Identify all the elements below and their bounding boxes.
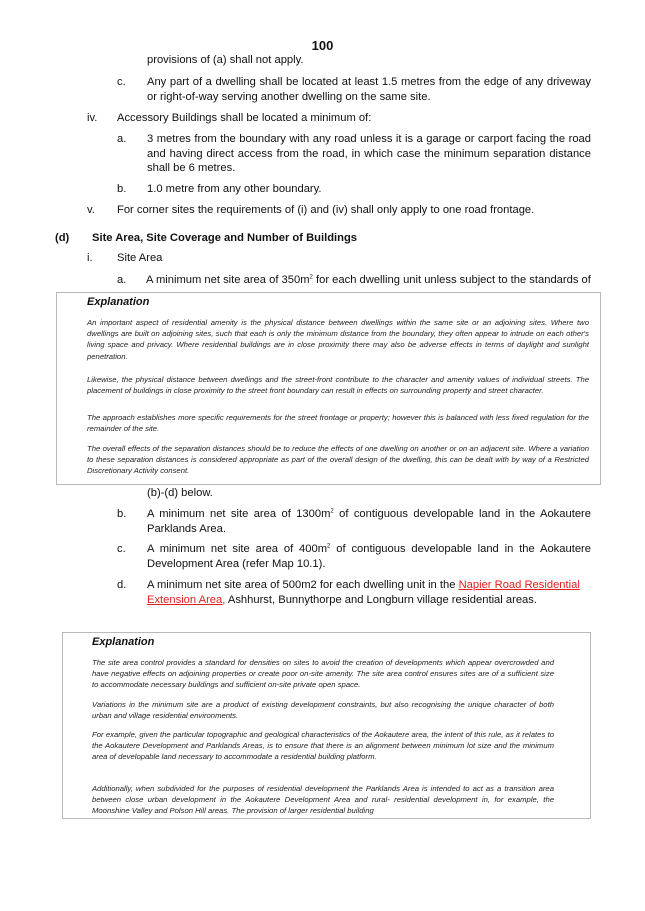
section-d-a-text: A minimum net site area of $350m^2$ for each dwelling unit unless subject to the standards of — [146, 274, 591, 286]
explanation-paragraph: The overall effects of the separation distances should be to reduce the effects of one dwelling on another or on an adjacent site. Where a variation to these separation distances is considered appropriate as part of the overall design of the dwelling, this can be dealt with by way of a Restricted Discretionary Activity consent. — [87, 444, 589, 476]
item-iv-text: Accessory Buildings shall be located a minimum of: — [117, 112, 372, 124]
page-number: 100 — [311, 38, 334, 53]
section-d-i-text: Site Area — [117, 252, 163, 264]
section-d-d-marker: d. — [117, 579, 127, 591]
section-d-i-marker: i. — [87, 252, 93, 264]
explanation-paragraph: Variations in the minimum site are a product of existing development constraints, but also recognising the unique character of both urban and village residential environments. — [92, 700, 554, 721]
explanation-paragraph: The approach establishes more specific requirements for the street frontage or property; however this is balanced with less fixed regulation for the remainder of the site. — [87, 413, 589, 434]
item-iv-b-marker: b. — [117, 183, 127, 195]
item-c-marker: c. — [117, 76, 126, 88]
item-iv-b-text: 1.0 metre from any other boundary. — [147, 183, 322, 195]
section-d-c-text: A minimum net site area of $400m^2$ of contiguous developable land in the Aokautere Development Area (refer Map 10.1). — [147, 543, 591, 570]
item-v-text: For corner sites the requirements of (i) and (iv) shall only apply to one road frontage. — [117, 204, 535, 216]
section-d-d-text: A minimum net site area of 500m2 for each dwelling unit in the Napier Road Residential Extension Area, Ashhurst, Bunnythorpe and Longburn village residential areas. — [147, 579, 580, 606]
continuation-text: provisions of (a) shall not apply. — [147, 54, 304, 66]
napier-road-link[interactable]: Napier Road Residential Extension Area, — [147, 579, 580, 606]
item-iv-a-text: 3 metres from the boundary with any road unless it is a garage or carport facing the road and having direct access from the road, in which case the minimum separation distance shall be 6 metres. — [147, 133, 591, 174]
item-iv-marker: iv. — [87, 112, 98, 124]
item-iv-a-marker: a. — [117, 133, 127, 145]
section-d-heading: Site Area, Site Coverage and Number of Buildings — [92, 232, 358, 244]
explanation-box-separation — [56, 292, 601, 485]
item-c-text: Any part of a dwelling shall be located at least 1.5 metres from the edge of any driveway or right-of-way serving another dwelling on the same site. — [147, 76, 591, 103]
explanation-box-site-area — [62, 632, 591, 819]
explanation-paragraph: The site area control provides a standard for densities on sites to avoid the creation of developments which appear overcrowded and have negative effects on adjoining properties or create poor on-site amenity. The site area control ensures sites are of a sufficient size to accommodate necessary buildings and sufficient on-site private open space. — [92, 658, 554, 690]
explanation-paragraph: Additionally, when subdivided for the purposes of residential development the Parklands Area is intended to act as a transition area between close urban development in the Aokautere Development Area and rural- residential development in, for example, the Moonshine Valley and Polson Hill areas. The provision of larger residential building — [92, 784, 554, 816]
explanation-paragraph: Likewise, the physical distance between dwellings and the street-front contribute to the character and amenity values of individual streets. The placement of buildings in close proximity to the street front boundary can result in effects on surrounding property and street character. — [87, 375, 589, 396]
section-d-c-marker: c. — [117, 543, 126, 555]
section-d-a-continuation: (b)-(d) below. — [147, 487, 213, 499]
item-v-marker: v. — [87, 204, 95, 216]
section-d-marker: (d) — [55, 232, 70, 244]
section-d-a-marker: a. — [117, 274, 127, 286]
section-d-b-text: A minimum net site area of $1300m^2$ of contiguous developable land in the Aokautere Parklands Area. — [147, 508, 591, 535]
explanation-title: Explanation — [87, 296, 150, 308]
explanation-paragraph: For example, given the particular topographic and geological characteristics of the Aokautere area, the intent of this rule, as it relates to the Aokautere Development and Parklands Areas, is to ensure that there is an alignment between minimum lot size and the minimum area of developable land necessary to accommodate a residential building platform. — [92, 730, 554, 762]
explanation-title: Explanation — [92, 636, 155, 648]
section-d-b-marker: b. — [117, 508, 127, 520]
explanation-paragraph: An important aspect of residential amenity is the physical distance between dwellings within the same site or an adjoining sites. Where two dwellings are built on adjoining sites, such that each is only the minimum distance from the boundary, they often appear to intrude on each other's living space and privacy. Where residential buildings are in close proximity there may also be adverse effects in terms of daylight and sunlight penetration. — [87, 318, 589, 361]
